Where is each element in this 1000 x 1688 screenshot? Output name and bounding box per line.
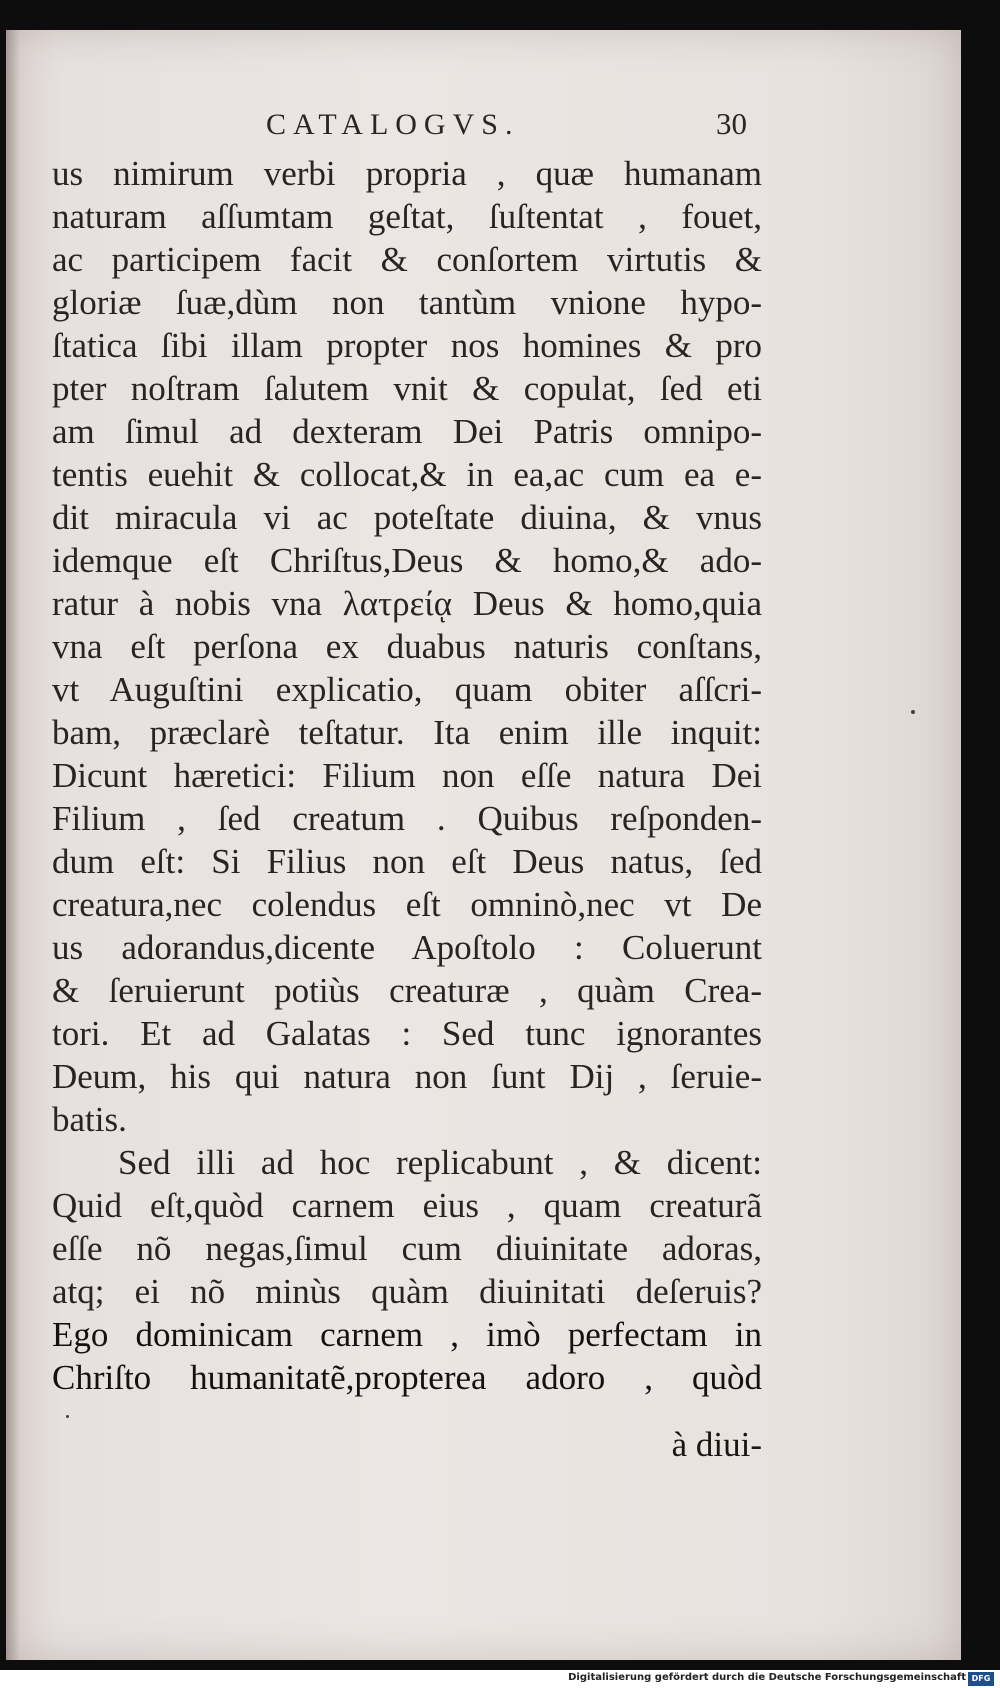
- text-line: gloriæ ſuæ,dùm non tantùm vnione hypo-: [52, 283, 762, 322]
- text-line: Deum, his qui natura non ſunt Dij , ſeruie-: [52, 1057, 762, 1096]
- text-line: eſſe nõ negas,ſimul cum diuinitate adoras,: [52, 1229, 762, 1268]
- text-line: atq; ei nõ minùs quàm diuinitati deſeruis?: [52, 1272, 762, 1311]
- text-line: ratur à nobis vna λατρείᾳ Deus & homo,quia: [52, 584, 762, 623]
- text-line: creatura,nec colendus eſt omninò,nec vt De: [52, 885, 762, 924]
- text-line: Ego dominicam carnem , imò perfectam in: [52, 1315, 762, 1354]
- text-line: vt Auguſtini explicatio, quam obiter aſſcri-: [52, 670, 762, 709]
- text-line: Filium , ſed creatum . Quibus reſponden-: [52, 799, 762, 838]
- funding-credit: Digitalisierung gefördert durch die Deutsche Forschungsgemeinschaft: [568, 1672, 966, 1683]
- text-line: tori. Et ad Galatas : Sed tunc ignorantes: [52, 1014, 762, 1053]
- text-line: batis.: [52, 1100, 127, 1139]
- text-line: bam, præclarè teſtatur. Ita enim ille inquit:: [52, 713, 762, 752]
- text-line: us nimirum verbi propria , quæ humanam: [52, 154, 762, 193]
- text-line: idemque eſt Chriſtus,Deus & homo,& ado-: [52, 541, 762, 580]
- text-line: us adorandus,dicente Apoſtolo : Coluerunt: [52, 928, 762, 967]
- text-line: dum eſt: Si Filius non eſt Deus natus, ſed: [52, 842, 762, 881]
- catchword-row: [52, 1425, 762, 1465]
- text-line: & ſeruierunt potiùs creaturæ , quàm Crea-: [52, 971, 762, 1010]
- gutter-shadow: [6, 30, 20, 1660]
- text-line: pter noſtram ſalutem vnit & copulat, ſed eti: [52, 369, 762, 408]
- page-number: 30: [716, 106, 747, 141]
- paragraph-first-line: Sed illi ad hoc replicabunt , & dicent:: [118, 1143, 762, 1182]
- text-line: dit miracula vi ac poteſtate diuina, & vnus: [52, 498, 762, 537]
- digitization-footer: [0, 1670, 1000, 1688]
- paper-speck: [911, 710, 915, 714]
- text-line: ſtatica ſibi illam propter nos homines & pro: [52, 326, 762, 365]
- dfg-logo-icon: DFG: [968, 1672, 994, 1686]
- running-head: CATALOGVS.: [266, 108, 520, 141]
- catchword: à diui-: [671, 1425, 762, 1464]
- text-line: Dicunt hæretici: Filium non eſſe natura Dei: [52, 756, 762, 795]
- text-line: Chriſto humanitatẽ,propterea adoro , quòd: [52, 1358, 762, 1397]
- text-line: tentis euehit & collocat,& in ea,ac cum ea e-: [52, 455, 762, 494]
- paper-speck: [66, 1415, 69, 1418]
- text-line: naturam aſſumtam geſtat, ſuſtentat , fouet,: [52, 197, 762, 236]
- page-header: [6, 108, 961, 148]
- text-line: ac participem facit & conſortem virtutis &: [52, 240, 762, 279]
- text-line: am ſimul ad dexteram Dei Patris omnipo-: [52, 412, 762, 451]
- text-line: vna eſt perſona ex duabus naturis conſtans,: [52, 627, 762, 666]
- book-page: [6, 30, 961, 1660]
- text-line: Quid eſt,quòd carnem eius , quam creaturã: [52, 1186, 762, 1225]
- body-text: [52, 152, 762, 1399]
